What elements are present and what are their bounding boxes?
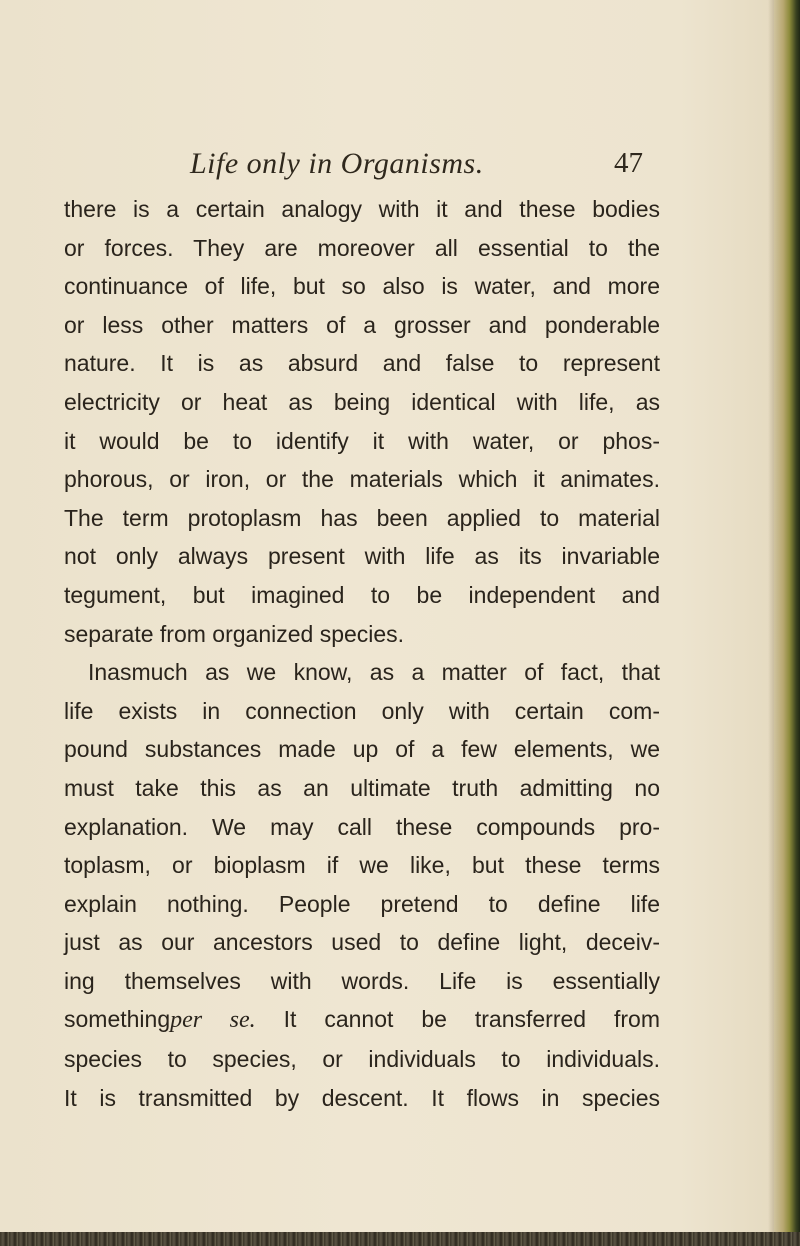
text-line: there is a certain analogy with it and these bodies <box>64 196 660 222</box>
text-segment: It cannot be transferred from <box>255 1006 661 1033</box>
text-line: it would be to identify it with water, or phos- <box>64 427 660 454</box>
page-number: 47 <box>614 147 643 179</box>
running-title: Life only in Organisms. <box>190 147 484 180</box>
text-line: or less other matters of a grosser and ponderable <box>64 311 660 338</box>
paragraph-start-line: Inasmuch as we know, as a matter of fact, that <box>88 659 660 686</box>
body-text <box>64 190 660 1117</box>
text-line: explanation. We may call these compounds pro- <box>64 813 660 840</box>
text-line: toplasm, or bioplasm if we like, but these terms <box>64 852 660 879</box>
text-line: ing themselves with words. Life is essentially <box>64 967 660 994</box>
text-line: continuance of life, but so also is water, and more <box>64 273 660 300</box>
text-line: The term protoplasm has been applied to material <box>64 504 660 531</box>
text-line: not only always present with life as its invariable <box>64 543 660 570</box>
text-line: life exists in connection only with certain com- <box>64 697 660 724</box>
text-segment: something <box>64 1006 171 1033</box>
page-bottom-edge <box>0 1232 800 1246</box>
page-header <box>0 147 800 187</box>
text-line: electricity or heat as being identical with life, as <box>64 388 660 415</box>
text-line: tegument, but imagined to be independent and <box>64 581 660 608</box>
text-line: must take this as an ultimate truth admitting no <box>64 774 660 801</box>
text-line: explain nothing. People pretend to define life <box>64 890 660 917</box>
text-line: or forces. They are moreover all essential to the <box>64 234 660 261</box>
text-line: separate from organized species. <box>64 620 405 647</box>
italic-phrase: per se. <box>170 1007 256 1034</box>
text-line: nature. It is as absurd and false to represent <box>64 350 660 377</box>
text-line: just as our ancestors used to define light, deceiv- <box>64 929 660 956</box>
text-line: It is transmitted by descent. It flows in species <box>64 1084 660 1111</box>
text-line: pound substances made up of a few elements, we <box>64 736 660 763</box>
text-line-with-italic <box>64 1000 660 1040</box>
text-line: species to species, or individuals to individuals. <box>64 1046 660 1073</box>
text-line: phorous, or iron, or the materials which it animates. <box>64 466 660 493</box>
